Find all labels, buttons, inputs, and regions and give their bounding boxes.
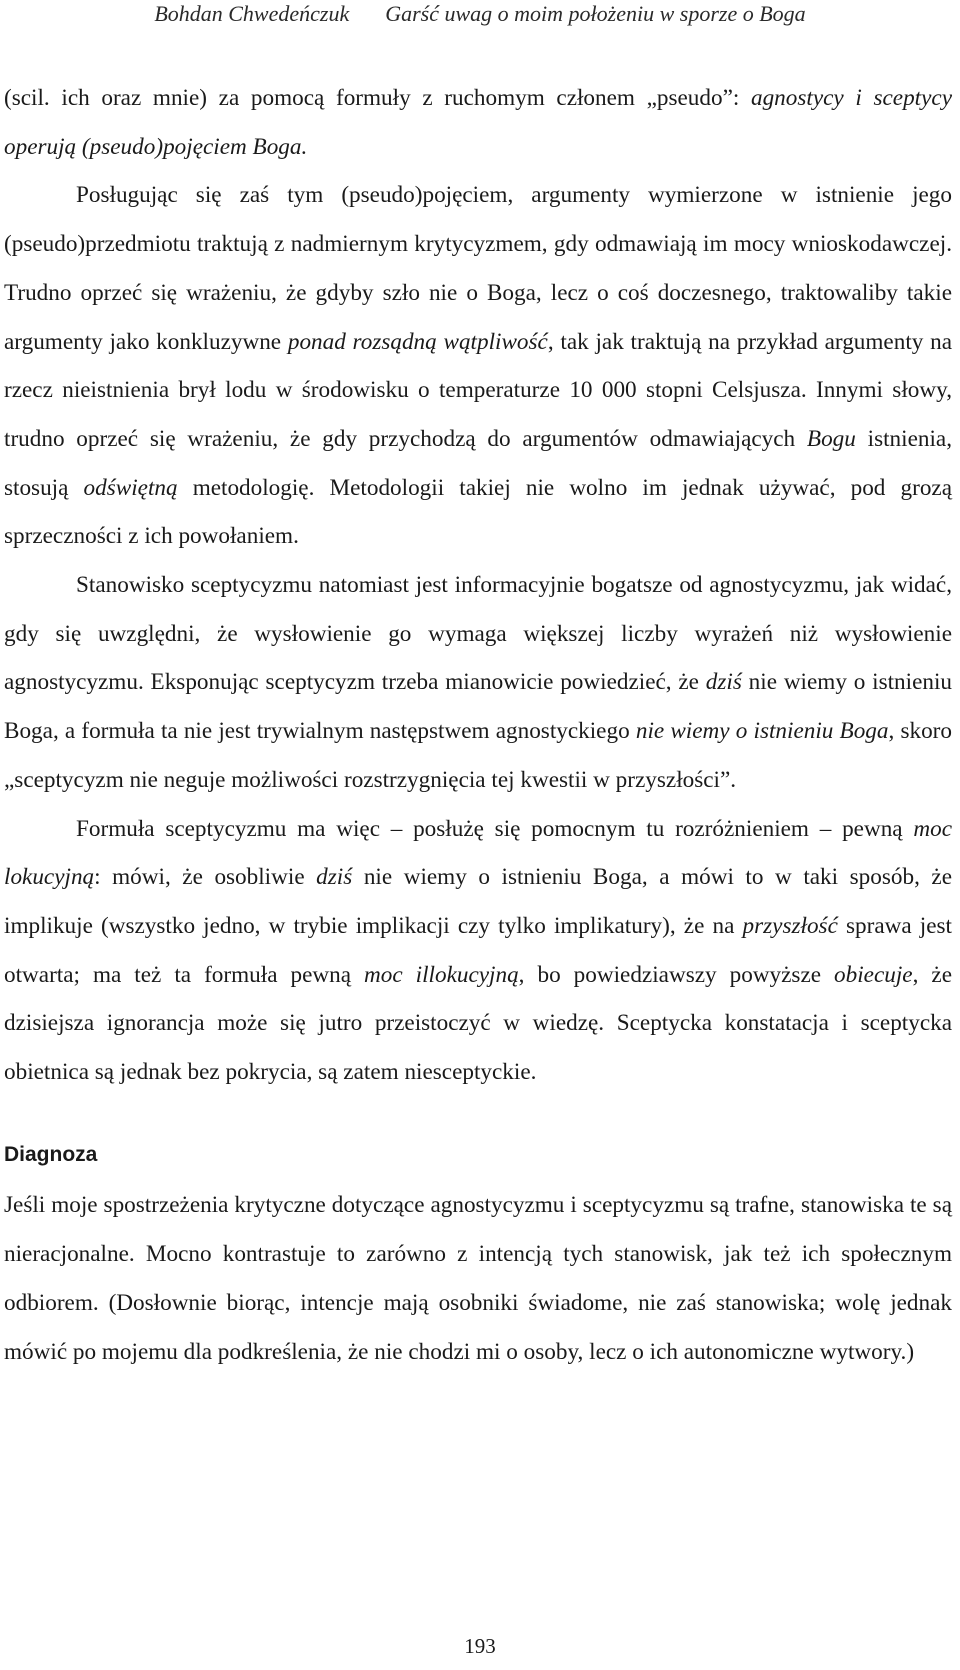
text-run: istnienia, stosują xyxy=(4,425,952,501)
header-title: Garść uwag o moim położeniu w sporze o Boga xyxy=(385,1,806,26)
text-run-italic: nie wiemy o istnieniu Boga xyxy=(635,718,889,745)
text-run-italic: przyszłość xyxy=(742,912,838,939)
paragraph-2 xyxy=(4,171,952,561)
text-run-italic: dziś xyxy=(316,864,353,891)
text-run: Stanowisko sceptycyzmu natomiast jest informacyjnie bogatsze od agnostycyzmu, jak widać, gdy się uwzględni, że wysłowienie go wymaga większej liczby wyrażeń niż wysłowienie agnostycyzmu. Eksponując sceptycyzm trzeba mianowicie powiedzieć, że xyxy=(4,572,952,696)
text-run: nie wiemy o istnieniu Boga, a formuła ta nie jest trywialnym następstwem agnostyckiego xyxy=(4,669,952,745)
page-number: 193 xyxy=(464,1634,496,1658)
text-run-italic: Bogu xyxy=(806,425,856,452)
text-run: Formuła sceptycyzmu ma więc – posłużę się pomocnym tu rozróżnieniem – pewną xyxy=(76,815,914,842)
text-run: (scil. ich oraz mnie) za pomocą formuły z ruchomym członem „pseudo”: xyxy=(4,85,751,111)
text-run-italic: agnostycy i sceptycy operują (pseudo)pojęciem Boga. xyxy=(4,85,952,160)
text-run: sprawa jest otwarta; ma też ta formuła pewną xyxy=(4,912,953,988)
text-run: : mówi, że osobliwie xyxy=(94,864,317,891)
paragraph-5 xyxy=(4,1181,952,1376)
paragraph-3 xyxy=(4,561,952,805)
text-run: , bo powiedziawszy powyższe xyxy=(518,961,835,988)
section-heading: Diagnoza xyxy=(4,1142,98,1166)
text-run: metodologię. Metodologii takiej nie wolno im jednak używać, pod grozą sprzeczności z ich powołaniem. xyxy=(4,474,952,550)
text-run-italic: odświętną xyxy=(83,474,178,501)
text-run: , skoro „sceptycyzm nie neguje możliwości rozstrzygnięcia tej kwestii w przyszłości”. xyxy=(4,718,952,793)
text-run-italic: dziś xyxy=(705,669,742,696)
body-text xyxy=(4,74,952,1376)
text-run-italic: ponad rozsądną wątpliwość xyxy=(287,328,548,355)
paragraph-4 xyxy=(4,805,952,1097)
text-run: Jeśli moje spostrzeżenia krytyczne dotyczące agnostycyzmu i sceptycyzmu są trafne, stanowiska te są nieracjonalne. Mocno kontrastuje to zarówno z intencją tych stanowisk, jak też ich społecznym odbiorem. (Dosłownie biorąc, intencje mają osobniki świadome, nie zaś stanowiska; wolę jednak mówić po mojemu dla podkreślenia, że nie chodzi mi o osoby, lecz o ich autonomiczne wytwory.) xyxy=(4,1192,952,1365)
text-run-italic: obiecuje xyxy=(834,961,913,988)
text-run: , że dzisiejsza ignorancja może się jutro przeistoczyć w wiedzę. Sceptycka konstatacja i sceptycka obietnica są jednak bez pokrycia, są zatem niesceptyckie. xyxy=(4,961,952,1086)
paragraph-1 xyxy=(4,74,952,171)
header-author: Bohdan Chwedeńczuk xyxy=(154,1,350,26)
text-run-italic: moc lokucyjną xyxy=(4,815,952,891)
text-run-italic: moc illokucyjną xyxy=(364,961,519,988)
text-run: , tak jak traktują na przykład argumenty na rzecz nieistnienia brył lodu w środowisku o temperaturze 10 000 stopni Celsjusza. Innymi słowy, trudno oprzeć się wrażeniu, że gdy przychodzą do argumentów odmawiających xyxy=(4,328,952,452)
text-run: Posługując się zaś tym (pseudo)pojęciem, argumenty wymierzone w istnienie jego (pseudo)przedmiotu traktują z nadmiernym krytycyzmem, gdy odmawiają im mocy wnioskodawczej. Trudno oprzeć się wrażeniu, że gdyby szło nie o Boga, lecz o coś doczesnego, traktowaliby takie argumenty jako konkluzywne xyxy=(4,182,952,355)
running-header xyxy=(0,2,960,26)
text-run: nie wiemy o istnieniu Boga, a mówi to w taki sposób, że implikuje (wszystko jedno, w trybie implikacji czy tylko implikatury), że na xyxy=(4,864,952,939)
